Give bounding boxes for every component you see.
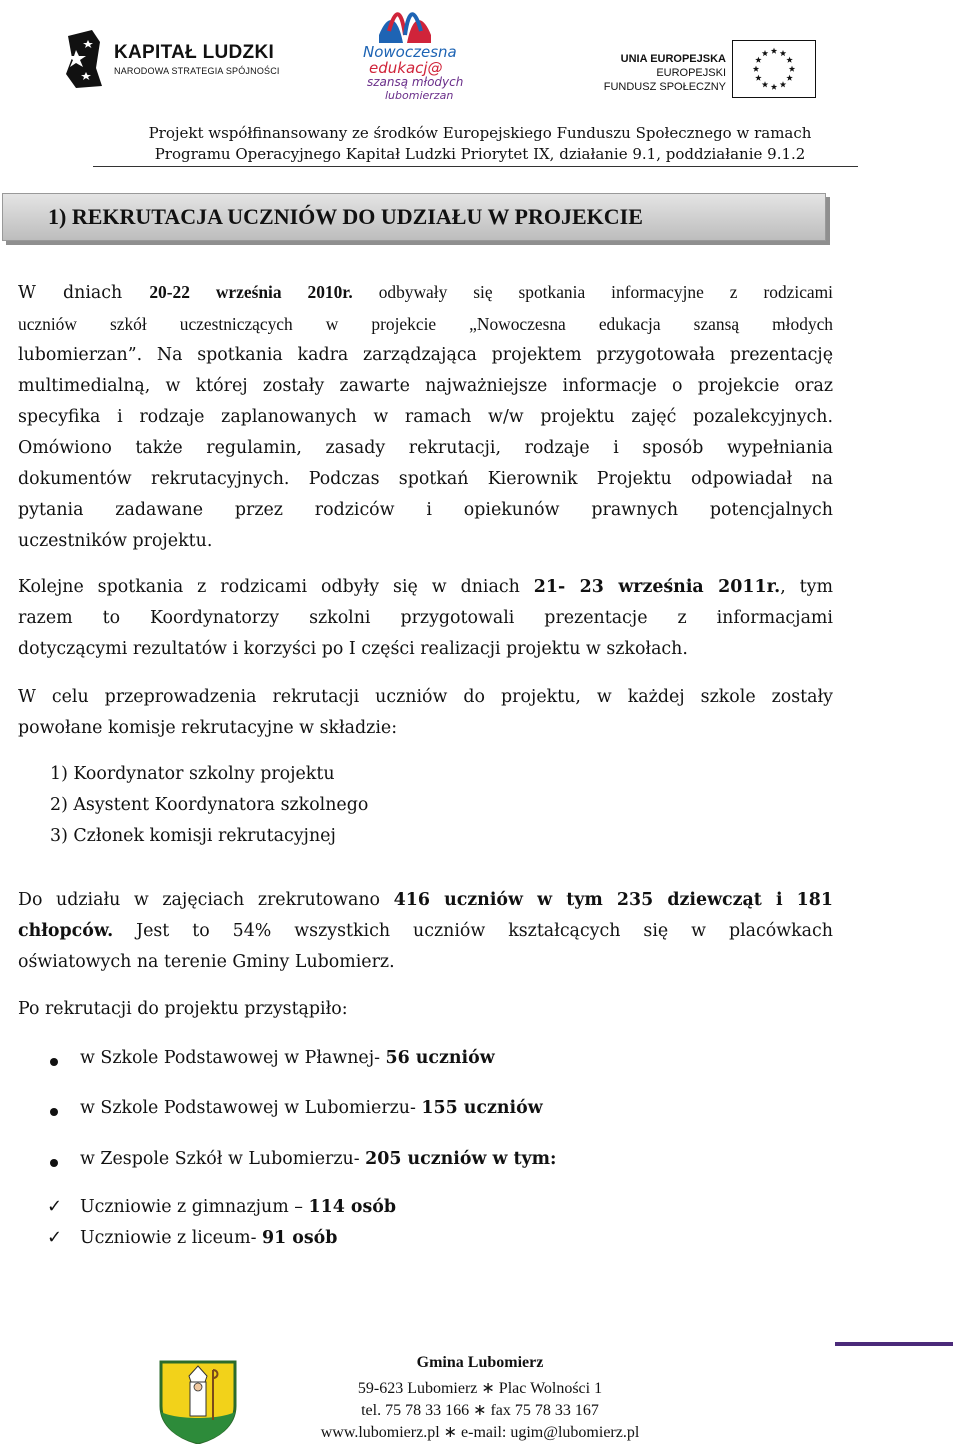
p2-line: razem to Koordynatorzy szkolni przygotowali prezentacje z informacjami bbox=[18, 608, 833, 628]
p3-line: powołane komisje rekrutacyjne w składzie: bbox=[18, 718, 398, 738]
footer-phone: tel. 75 78 33 166 ∗ fax 75 78 33 167 bbox=[361, 1402, 599, 1419]
ue-line3: FUNDUSZ SPOŁECZNY bbox=[603, 81, 726, 93]
bullet-icon bbox=[50, 1159, 58, 1167]
checkmark-icon: ✓ bbox=[47, 1227, 63, 1248]
p2-date: 21- 23 września 2011r. bbox=[533, 577, 781, 597]
eu-star-icon bbox=[780, 50, 786, 56]
paragraph-meetings-2011 bbox=[18, 572, 833, 665]
eu-star-icon bbox=[762, 50, 768, 56]
p4-stat: chłopców. bbox=[18, 921, 114, 941]
kapital-ludzki-subtitle: NARODOWA STRATEGIA SPÓJNOŚCI bbox=[114, 66, 280, 76]
school-count: 155 uczniów bbox=[421, 1098, 543, 1118]
ne-line1: Nowoczesna bbox=[363, 43, 457, 61]
bullet-icon bbox=[50, 1058, 58, 1066]
school-name: w Zespole Szkół w Lubomierzu- bbox=[80, 1149, 366, 1169]
eu-star-icon bbox=[755, 57, 761, 63]
p1-text: W dniach bbox=[18, 283, 150, 303]
p4-text: Do udziału w zajęciach zrekrutowano bbox=[18, 890, 394, 910]
school-count: 56 uczniów bbox=[385, 1048, 495, 1068]
eu-star-icon bbox=[780, 81, 786, 87]
p1-line: dokumentów rekrutacyjnych. Podczas spotkań Kierownik Projektu odpowiadał na bbox=[18, 469, 833, 489]
ue-line2: EUROPEJSKI bbox=[656, 67, 726, 79]
subgroup-item bbox=[80, 1197, 396, 1217]
p2-text: , tym bbox=[780, 577, 833, 597]
bullet-icon bbox=[50, 1108, 58, 1116]
p1-line: multimedialną, w której zostały zawarte najważniejsze informacje o projekcie oraz bbox=[18, 376, 833, 396]
ue-line1: UNIA EUROPEJSKA bbox=[620, 53, 726, 65]
eu-star-icon bbox=[786, 57, 792, 63]
footer-address: 59-623 Lubomierz ∗ Plac Wolności 1 bbox=[357, 1380, 603, 1397]
school-item bbox=[80, 1149, 556, 1169]
header-divider bbox=[93, 166, 858, 167]
committee-item: 3) Członek komisji rekrutacyjnej bbox=[50, 826, 336, 846]
school-item bbox=[80, 1048, 495, 1068]
footer-web-link[interactable]: www.lubomierz.pl ∗ e-mail: ugim@lubomierz.pl bbox=[320, 1424, 640, 1441]
eu-flag-icon bbox=[732, 40, 816, 98]
ne-line4: lubomierzan bbox=[385, 89, 454, 102]
footer-name: Gmina Lubomierz bbox=[416, 1354, 544, 1371]
paragraph-joined: Po rekrutacji do projektu przystąpiło: bbox=[18, 999, 348, 1019]
ne-line3: szansą młodych bbox=[367, 75, 464, 89]
project-funding-line1: Projekt współfinansowany ze środków Europejskiego Funduszu Społecznego w ramach bbox=[148, 124, 812, 142]
eu-star-icon bbox=[786, 75, 792, 81]
eu-star-icon bbox=[762, 81, 768, 87]
p2-line: dotyczącymi rezultatów i korzyści po I części realizacji projektu w szkołach. bbox=[18, 639, 688, 659]
p3-line: W celu przeprowadzenia rekrutacji uczniów do projektu, w każdej szkole zostały bbox=[18, 687, 833, 707]
subgroup-item bbox=[80, 1228, 337, 1248]
committee-item: 1) Koordynator szkolny projektu bbox=[50, 764, 335, 784]
p4-text: Jest to 54% wszystkich uczniów kształcących się w placówkach bbox=[113, 921, 833, 941]
paragraph-meetings-2010 bbox=[18, 277, 833, 557]
checkmark-icon: ✓ bbox=[47, 1196, 63, 1217]
eu-star-icon bbox=[755, 75, 761, 81]
section-heading: 1) REKRUTACJA UCZNIÓW DO UDZIAŁU W PROJEKCIE bbox=[48, 204, 643, 229]
kapital-ludzki-mark-icon bbox=[62, 28, 104, 90]
subgroup-count: 114 osób bbox=[308, 1197, 397, 1217]
p1-date: 20-22 września 2010r. bbox=[149, 282, 353, 302]
paragraph-committees bbox=[18, 682, 833, 744]
committee-item: 2) Asystent Koordynatora szkolnego bbox=[50, 795, 369, 815]
p1-line: lubomierzan”. Na spotkania kadra zarządzająca projektem przygotowała prezentację bbox=[18, 345, 833, 365]
kapital-ludzki-logo bbox=[62, 28, 282, 90]
book-icon bbox=[375, 5, 435, 47]
unia-europejska-logo bbox=[603, 40, 816, 100]
p1-text: odbywały się spotkania informacyjne z rodzicami bbox=[352, 282, 833, 302]
eu-star-icon bbox=[789, 66, 795, 72]
ne-line2: edukacj@ bbox=[369, 59, 443, 77]
school-name: w Szkole Podstawowej w Pławnej- bbox=[80, 1048, 386, 1068]
paragraph-recruitment-stats bbox=[18, 885, 833, 978]
eu-star-icon bbox=[771, 48, 777, 54]
subgroup-count: 91 osób bbox=[262, 1228, 338, 1248]
footer-web bbox=[0, 1422, 960, 1442]
project-funding-line2: Programu Operacyjnego Kapitał Ludzki Priorytet IX, działanie 9.1, poddziałanie 9.1.2 bbox=[154, 145, 806, 163]
p1-line: Omówiono także regulamin, zasady rekrutacji, rodzaje i sposób wypełniania bbox=[18, 438, 833, 458]
p1-line: uczestników projektu. bbox=[18, 531, 213, 551]
p1-line: pytania zadawane przez rodziców i opiekunów prawnych potencjalnych bbox=[18, 500, 833, 520]
school-name: w Szkole Podstawowej w Lubomierzu- bbox=[80, 1098, 422, 1118]
p1-line: uczniów szkół uczestniczących w projekcie „Nowoczesna edukacja szansą młodych bbox=[18, 314, 833, 334]
eu-star-icon bbox=[753, 66, 759, 72]
footer-accent-bar bbox=[835, 1342, 953, 1346]
subgroup-name: Uczniowie z liceum- bbox=[80, 1228, 262, 1248]
subgroup-name: Uczniowie z gimnazjum – bbox=[80, 1197, 309, 1217]
p2-text: Kolejne spotkania z rodzicami odbyły się w dniach bbox=[18, 577, 534, 597]
p4-stat: 416 uczniów w tym 235 dziewcząt i 181 bbox=[393, 890, 833, 910]
school-count: 205 uczniów w tym: bbox=[365, 1149, 557, 1169]
p1-line: specyfika i rodzaje zaplanowanych w ramach w/w projektu zajęć pozalekcyjnych. bbox=[18, 407, 833, 427]
kapital-ludzki-title: KAPITAŁ LUDZKI bbox=[114, 42, 275, 63]
nowoczesna-edukacja-logo bbox=[355, 5, 485, 103]
eu-star-icon bbox=[771, 84, 777, 90]
p4-line: oświatowych na terenie Gminy Lubomierz. bbox=[18, 952, 395, 972]
school-item bbox=[80, 1098, 543, 1118]
